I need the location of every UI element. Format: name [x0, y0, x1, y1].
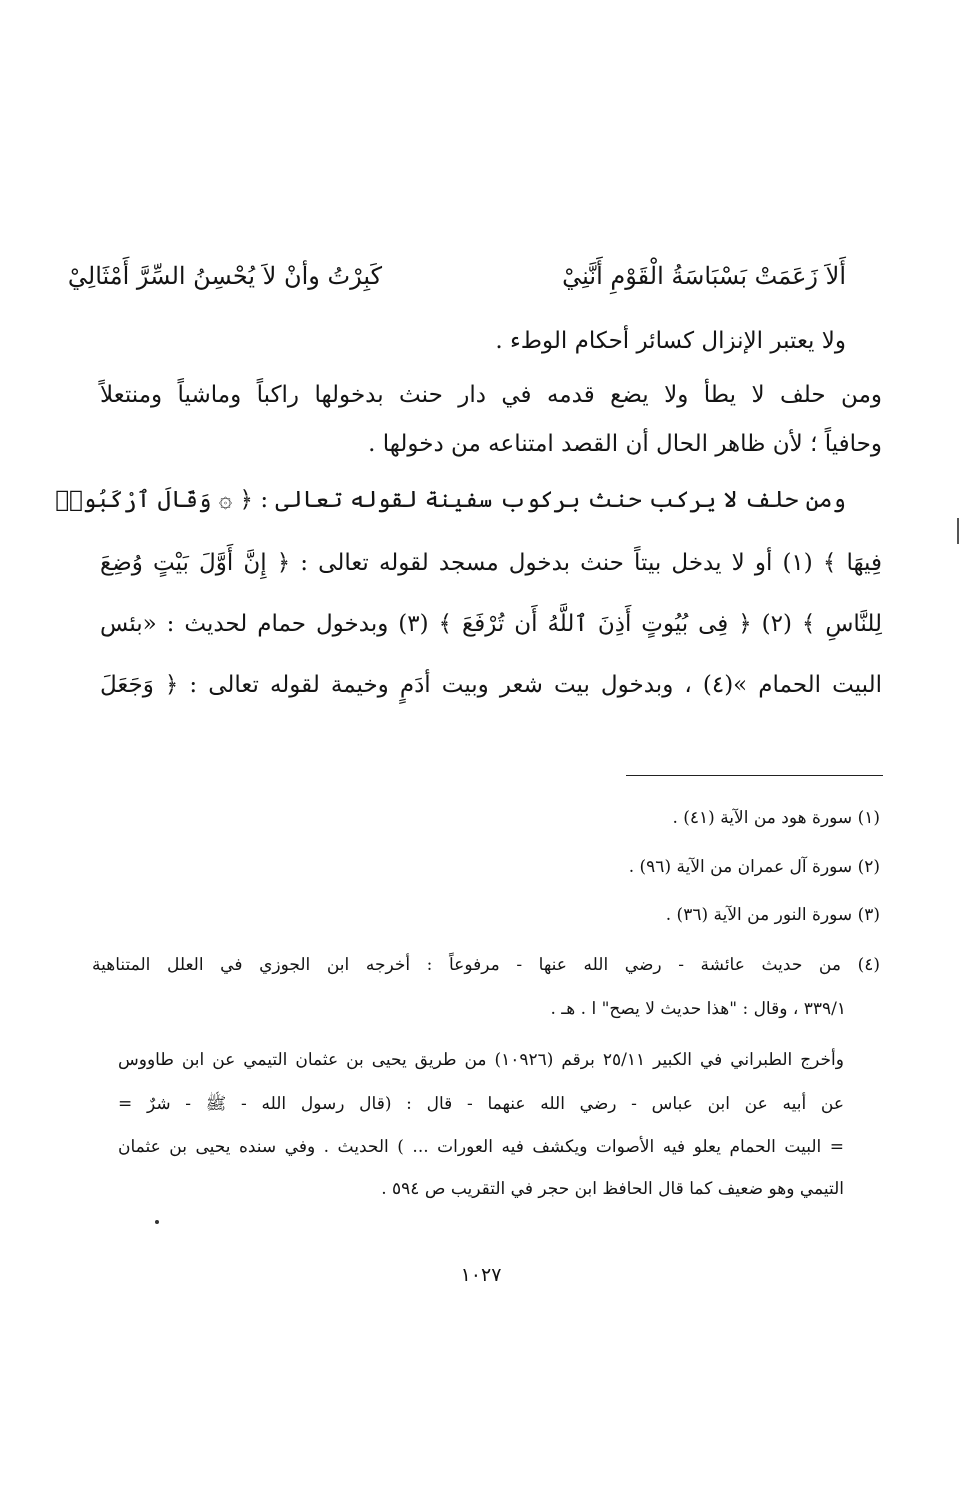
- body-line-6: لِلنَّاسِ ﴾ (٢) ﴿ فِى بُيُوتٍ أَذِنَ ٱللَّهُ أَن تُرْفَعَ ﴾ (٣) وبدخول حمام لحديث : «بئس: [100, 611, 882, 637]
- body-line-3: وحافياً ؛ لأن ظاهر الحال أن القصد امتناعه من دخولها .: [368, 431, 882, 457]
- footnote-2: (٢) سورة آل عمران من الآية (٩٦) .: [628, 857, 880, 877]
- note-line-3: = البيت الحمام يعلو فيه الأصوات ويكشف فيه العورات ... ) الحديث . وفي سنده يحيى بن عثمان: [118, 1137, 844, 1157]
- body-line-5: فِيهَا ﴾ (١) أو لا يدخل بيتاً حنث بدخول مسجد لقوله تعالى : ﴿ إِنَّ أَوَّلَ بَيْتٍ وُضِعَ: [100, 550, 882, 576]
- body-line-4: ومن حلف لا يركب حنث بركوب سفينة لقوله تعالى : ﴿ ۞ وَقَالَ ٱرْكَبُوا۟: [55, 487, 846, 513]
- poem-hemistich-left: كَبِرْتُ وأنْ لاَ يُحْسِنُ السِّرَّ أَمْثَالِيْ: [67, 262, 382, 290]
- note-line-4: التيمي وهو ضعيف كما قال الحافظ ابن حجر في التقريب ص ٥٩٤ .: [381, 1179, 844, 1199]
- footnote-separator: [626, 775, 883, 776]
- body-line-2: ومن حلف لا يطأ ولا يضع قدمه في دار حنث بدخولها راكباً وماشياً ومنتعلاً: [100, 382, 882, 408]
- footnote-3: (٣) سورة النور من الآية (٣٦) .: [665, 905, 880, 925]
- poem-hemistich-right: أَلاَ زَعَمَتْ بَسْبَاسَةُ الْقَوْمِ أَنَّنِيْ: [562, 262, 846, 290]
- note-line-2: عن أبيه عن ابن عباس - رضي الله عنهما - قال : (قال رسول الله - ﷺ - شرٌ =: [118, 1094, 844, 1114]
- footnote-4: (٤) من حديث عائشة - رضي الله عنها - مرفوعاً : أخرجه ابن الجوزي في العلل المتناهية: [92, 955, 880, 975]
- footnote-4-continued: ٣٣٩/١ ، وقال : "هذا حديث لا يصح" ا . هـ .: [550, 999, 846, 1019]
- footnote-1: (١) سورة هود من الآية (٤١) .: [672, 808, 880, 828]
- body-line-1: ولا يعتبر الإنزال كسائر أحكام الوطء .: [495, 328, 846, 354]
- margin-mark: [957, 518, 959, 544]
- body-line-7: البيت الحمام »(٤) ، وبدخول بيت شعر وبيت أدَمٍ وخيمة لقوله تعالى : ﴿ وَجَعَلَ: [100, 672, 882, 698]
- note-line-1: وأخرج الطبراني في الكبير ٢٥/١١ برقم (١٠٩٢٦) من طريق يحيى بن عثمان التيمي عن ابن طاووس: [118, 1050, 844, 1070]
- stray-dot: [155, 1220, 159, 1224]
- page-number: ١٠٢٧: [460, 1264, 502, 1286]
